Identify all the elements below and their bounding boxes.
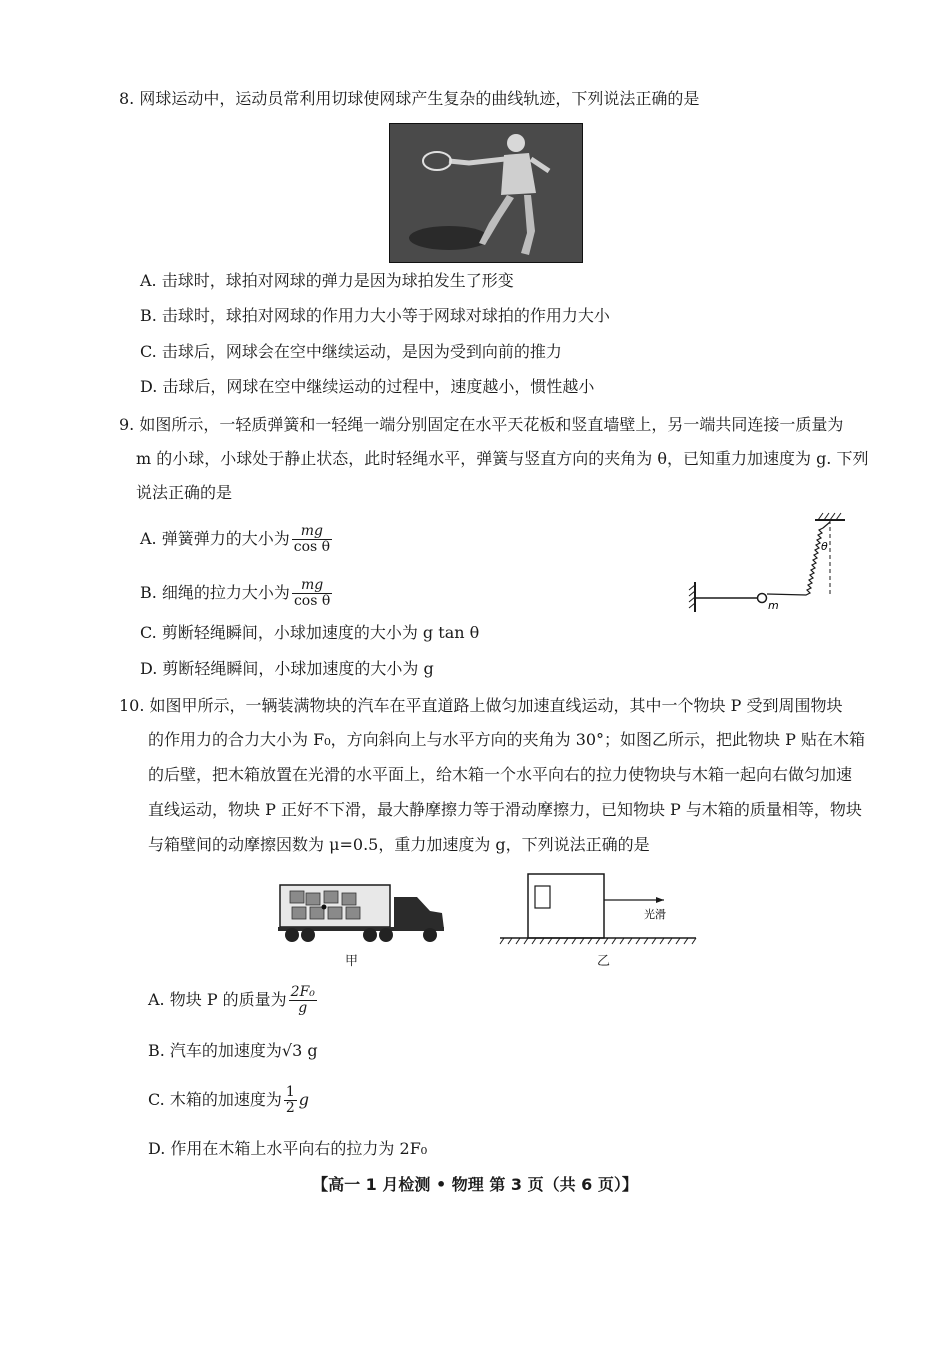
q9-option-b-numerator: mg — [292, 578, 332, 594]
q9-stem-line2: m 的小球，小球处于静止状态，此时轻绳水平，弹簧与竖直方向的夹角为 θ，已知重力加速度为 g. 下列 — [136, 449, 869, 468]
theta-label: θ — [821, 540, 828, 553]
q9-option-b-denominator: cos θ — [293, 593, 331, 609]
figure-yi-label: 乙 — [597, 954, 611, 969]
q9-option-a-denominator: cos θ — [293, 539, 331, 555]
q10-option-c-fraction — [284, 1085, 297, 1116]
spring-coil — [767, 522, 830, 595]
q9-option-a-text: A. 弹簧弹力的大小为 — [140, 529, 290, 548]
block-p-in-box — [535, 886, 550, 908]
smooth-label: 光滑 — [644, 908, 666, 921]
page-footer: 【高一 1 月检测 • 物理 第 3 页（共 6 页）】 — [312, 1175, 638, 1194]
truck-cab — [394, 897, 444, 929]
q10-option-c-suffix: g — [298, 1090, 310, 1109]
q9-stem-line3: 说法正确的是 — [136, 483, 233, 502]
tennis-player-photo — [389, 123, 583, 263]
q8-option-a: A. 击球时，球拍对网球的弹力是因为球拍发生了形变 — [140, 271, 514, 290]
q10-stem-line2: 的作用力的合力大小为 F₀，方向斜向上与水平方向的夹角为 30°；如图乙所示，把此物块 P 贴在木箱 — [148, 730, 865, 749]
q10-option-b: B. 汽车的加速度为√3 g — [148, 1041, 318, 1060]
q10-option-c-numerator: 1 — [285, 1084, 295, 1100]
ground-hatch — [500, 938, 696, 944]
q8-option-b: B. 击球时，球拍对网球的作用力大小等于网球对球拍的作用力大小 — [140, 306, 610, 325]
q9-option-c: C. 剪断轻绳瞬间，小球加速度的大小为 g tan θ — [140, 623, 480, 642]
ball-mass — [758, 594, 767, 603]
q10-stem-line5: 与箱壁间的动摩擦因数为 μ=0.5，重力加速度为 g，下列说法正确的是 — [148, 835, 650, 854]
spring-ball-diagram — [685, 512, 850, 622]
q9-stem-line1: 9. 如图所示，一轻质弹簧和一轻绳一端分别固定在水平天花板和竖直墙壁上，另一端共同连接一质量为 — [119, 415, 844, 434]
q10-option-c-text: C. 木箱的加速度为 — [148, 1090, 282, 1109]
q10-option-a — [148, 980, 319, 1020]
block-p — [322, 905, 327, 910]
q9-option-a-fraction — [292, 524, 332, 555]
q10-option-a-text: A. 物块 P 的质量为 — [148, 990, 287, 1009]
q9-option-a — [140, 520, 334, 558]
q8-option-d: D. 击球后，网球在空中继续运动的过程中，速度越小，惯性越小 — [140, 377, 595, 396]
truck-figure — [272, 883, 447, 945]
q10-option-a-fraction — [289, 985, 317, 1016]
q10-option-c — [148, 1080, 309, 1120]
q9-option-b-text: B. 细绳的拉力大小为 — [140, 583, 290, 602]
q10-stem-line1: 10. 如图甲所示，一辆装满物块的汽车在平直道路上做匀加速直线运动，其中一个物块 P 受到周围物块 — [119, 696, 843, 715]
box-figure — [498, 870, 698, 946]
q9-option-d: D. 剪断轻绳瞬间，小球加速度的大小为 g — [140, 659, 434, 678]
q8-option-c: C. 击球后，网球会在空中继续运动，是因为受到向前的推力 — [140, 342, 562, 361]
q9-option-b-fraction — [292, 578, 332, 609]
q10-option-a-numerator: 2F₀ — [290, 984, 315, 1000]
q10-option-d: D. 作用在木箱上水平向右的拉力为 2F₀ — [148, 1139, 428, 1158]
q10-option-a-denominator: g — [298, 1000, 308, 1016]
ceiling-hatch — [818, 513, 841, 520]
q10-option-c-denominator: 2 — [285, 1100, 295, 1116]
q10-stem-line3: 的后壁，把木箱放置在光滑的水平面上，给木箱一个水平向右的拉力使物块与木箱一起向右做匀加速 — [148, 765, 853, 784]
mass-label: m — [768, 599, 779, 612]
q9-option-b — [140, 574, 334, 612]
arrow-head — [656, 897, 664, 903]
q8-stem: 8. 网球运动中，运动员常利用切球使网球产生复杂的曲线轨迹，下列说法正确的是 — [119, 89, 700, 108]
q10-stem-line4: 直线运动，物块 P 正好不下滑，最大静摩擦力等于滑动摩擦力，已知物块 P 与木箱的质量相等，物块 — [148, 800, 862, 819]
figure-jia-label: 甲 — [345, 954, 359, 969]
q9-option-a-numerator: mg — [292, 524, 332, 540]
